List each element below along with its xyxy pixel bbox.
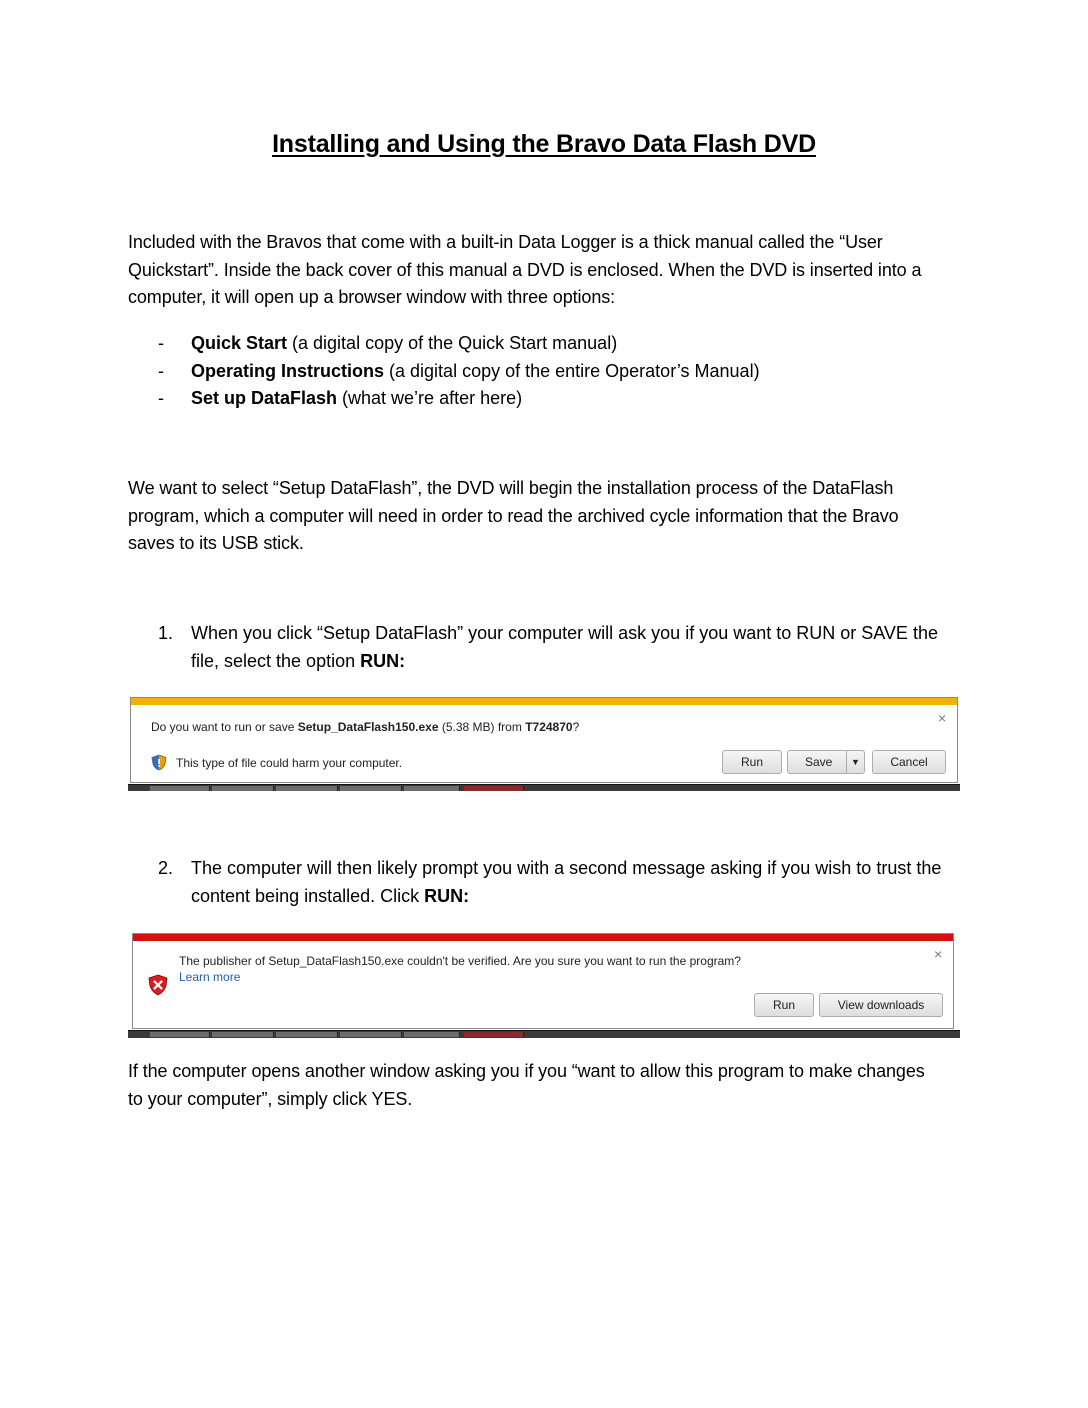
save-label: Save [805, 755, 833, 769]
view-downloads-button[interactable]: View downloads [819, 993, 943, 1017]
shield-warning-icon [151, 754, 167, 771]
select-paragraph [128, 475, 958, 558]
taskbar-button [464, 786, 524, 791]
taskbar-button [340, 1032, 402, 1037]
taskbar-button [464, 1032, 524, 1037]
option-name: Set up DataFlash [191, 388, 338, 408]
taskbar-button [340, 786, 402, 791]
close-icon[interactable]: × [934, 946, 943, 962]
file-size: (5.38 MB) from [438, 720, 526, 734]
save-button[interactable] [787, 750, 865, 774]
close-icon[interactable]: × [938, 710, 947, 726]
intro-line: Quickstart”. Inside the back cover of this manual a DVD is enclosed. When the DVD is inserted into a [128, 259, 922, 280]
download-question [151, 720, 579, 734]
intro-paragraph [128, 229, 958, 312]
bullet-dash: - [158, 333, 164, 353]
option-description: (a digital copy of the entire Operator’s Manual) [384, 360, 760, 381]
intro-line: computer, it will open up a browser window with three options: [128, 287, 616, 307]
warning-color-bar [131, 698, 957, 705]
run-save-dialog-screenshot [128, 697, 960, 791]
step-line: content being installed. Click [191, 885, 425, 906]
list-item [158, 358, 958, 386]
select-line: We want to select “Setup DataFlash”, the DVD will begin the installation process of the DataFlash [128, 478, 894, 498]
file-name: Setup_DataFlash150.exe [297, 720, 439, 734]
step-1 [158, 620, 958, 675]
host-name: T724870 [525, 720, 573, 734]
run-button[interactable]: Run [754, 993, 814, 1017]
unverified-publisher-dialog-screenshot [128, 933, 960, 1039]
chevron-down-icon[interactable]: ▼ [846, 751, 864, 773]
list-item [158, 330, 958, 358]
final-line: to your computer”, simply click YES. [128, 1088, 413, 1109]
taskbar-button [276, 786, 338, 791]
page-title: Installing and Using the Bravo Data Flash DVD [272, 130, 816, 158]
learn-more-link[interactable]: Learn more [179, 970, 241, 984]
taskbar-button [212, 1032, 274, 1037]
security-warning [151, 754, 402, 771]
taskbar-button [404, 1032, 460, 1037]
step-line: When you click “Setup DataFlash” your computer will ask you if you want to RUN or SAVE the [191, 623, 938, 643]
step-number: 2. [158, 858, 174, 878]
list-item [158, 385, 958, 413]
step-number: 1. [158, 623, 174, 643]
taskbar-button [404, 786, 460, 791]
step-emphasis: RUN: [424, 885, 470, 906]
cancel-button[interactable]: Cancel [872, 750, 946, 774]
option-description: (a digital copy of the Quick Start manual) [287, 333, 618, 353]
taskbar-strip [128, 784, 960, 791]
options-list [158, 330, 958, 413]
step-line: The computer will then likely prompt you with a second message asking if you wish to trust the [191, 858, 942, 878]
bullet-dash: - [158, 388, 164, 408]
shield-error-icon [147, 974, 169, 996]
taskbar-button [212, 786, 274, 791]
select-line: program, which a computer will need in order to read the archived cycle information that the Bravo [128, 505, 899, 526]
step-emphasis: RUN: [360, 650, 406, 671]
option-name: Quick Start [191, 333, 288, 353]
taskbar-strip [128, 1030, 960, 1038]
publisher-warning-text: The publisher of Setup_DataFlash150.exe couldn't be verified. Are you sure you want to run the program? [179, 954, 741, 968]
question-end: ? [572, 720, 580, 734]
option-name: Operating Instructions [191, 360, 385, 381]
notification-bar [130, 697, 958, 783]
taskbar-button [150, 1032, 210, 1037]
warning-text: This type of file could harm your computer. [176, 755, 403, 770]
final-paragraph [128, 1058, 958, 1113]
step-line: file, select the option [191, 650, 361, 671]
danger-color-bar [133, 934, 953, 941]
step-2 [158, 855, 958, 910]
notification-bar [132, 933, 954, 1029]
select-line: saves to its USB stick. [128, 533, 304, 553]
intro-line: Included with the Bravos that come with a built-in Data Logger is a thick manual called the “User [128, 232, 883, 252]
taskbar-button [276, 1032, 338, 1037]
option-description: (what we’re after here) [337, 388, 523, 408]
question-text: Do you want to run or save [151, 720, 298, 734]
run-button[interactable]: Run [722, 750, 782, 774]
final-line: If the computer opens another window asking you if you “want to allow this program to make changes [128, 1061, 925, 1081]
taskbar-button [150, 786, 210, 791]
bullet-dash: - [158, 360, 164, 381]
